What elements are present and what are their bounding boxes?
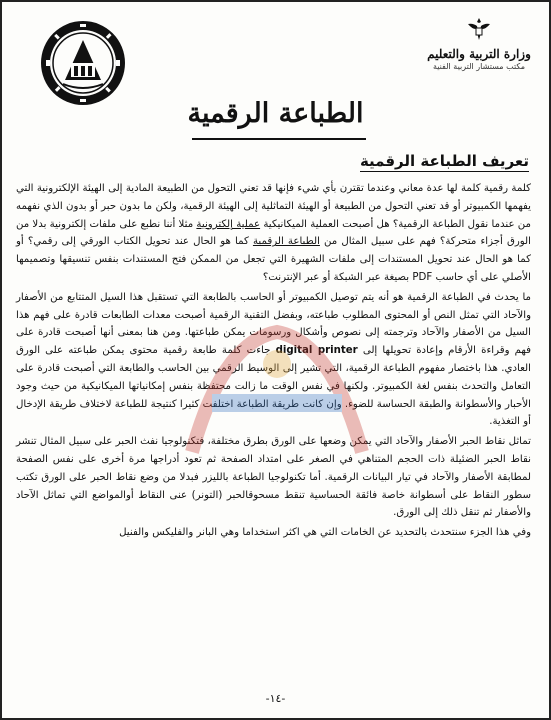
ministry-name: وزارة التربية والتعليم	[427, 47, 531, 61]
underlined-term-digital-printing: الطباعة الرقمية	[252, 236, 320, 248]
latin-term-digital-printer: digital printer	[275, 345, 358, 357]
office-name: مكتب مستشار التربية الفنية	[432, 62, 526, 71]
paragraph-1-text-b: مثلا أننا نطبع على ملفات إلكترونية بدلا من الورق أجزاء متحركة؟ فهم على سبيل المثال من	[15, 218, 531, 248]
section-heading: تعريف الطباعة الرقمية	[359, 152, 529, 170]
paragraph-1	[16, 180, 531, 287]
paragraph-3: تماثل نقاط الحبر الأصفار والآحاد التي يمكن وضعها على الورق بطرق مختلفة، فتكنولوجيا نفث الحبر على سبيل المثال تنشر نقاط الحبر الضئيلة ذات الحجم المتناهي في الصغر على امتداد الصفحة ثم تعود أدراجها مرة أخرى على نفس الصفحة لمطابقة الأصفار والآحاد في تيار البيانات الرقمية. أما تكنولوجيا الطباعة بالليزر فبدلا من وضع نقاط الحبر على الورق تكتب سطور النقاط على أسطوانة خاصة فائقة الحساسية تنقط مسحوقالحبر (التونر) عنى النقاط أوالمواضع التي تماثل الآحاد والأصفار ثم تنقل ذلك إلى الورق.	[16, 436, 531, 519]
paragraph-2	[16, 289, 531, 431]
ministry-header	[423, 16, 535, 86]
office-seal-logo-icon	[38, 18, 128, 108]
paragraph-1-text-c: كما هو الحال عند تحويل الكتاب الورقي إلى رقمي؟ أو كما هو الحال عند تحويل المستندات إلى ملفات الشهيرة التي تجعل من الممكن فتح المستندات بنفس تنسيقها وتصميمها الأصلي على أي حاسب PDF بصيغة عبر الشبكة أو عبر الإنترنت؟	[16, 236, 531, 283]
paragraph-2-text-a: ما يحدث في الطباعة الرقمية هو أنه يتم توصيل الكمبيوتر أو الحاسب بالطابعة التي تستقبل هذا السيل المتتابع من الأصفار والآحاد التي تمثل النص أو المحتوى المطلوب طباعته، وبفضل التقنية الرقمية أصبحت معدات الطابعات قادرة على فهم هذا السيل من الأصفار والآحاد وترجمته إلى نصوص وأشكال ورسومات يمكن طباعتها. ومن هنا بمعنى أنها أصبحت قادرة على فهم وقراءة الأرقام وإعادة تحويلها إلى	[16, 291, 531, 357]
page-number: -١٤-	[265, 692, 286, 705]
paragraph-1-text-a: كلمة رقمية كلمة لها عدة معاني وعندما تقترن بأي شيء فإنها قد تعني التحول من الطبيعة المادية إلى الهيئة الإلكترونية التي يفهمها الكمبيوتر أو قد تعني التحول من الطبيعة أو الهيئة التماثلية إلى الهيئة الرقمية، ولكن ما بدون حبر أو بدون الذي نفهمه من عندما نقول الطباعة الرقمية؟ هل أصبحت العملية الميكانيكية	[16, 183, 531, 230]
page-title: الطباعة الرقمية	[187, 98, 364, 129]
paragraph-2-text-b: جاءت كلمة طابعة رقمية محتوى يمكن طباعته على الورق العادي. هذا باختصار مفهوم الطباعة الرقمية، التي تشير إلى الوسيط الرقمي بين الحاسب والطابعة التي أصبحت قادرة على التعامل والتحدث بنفس لغة الكمبيوتر. ولكنها في نفس الوقت ما زالت محتفظة بنفس إمكانياتها الميكانيكية من حيث وجود الأحبار والأسطوانة والطبقة الحساسة للضوء. وإن كانت طريقة الطباعة اختلفت كثيرا كنتيجة للطباعة لاختلاف طريقة الإدخال أو التغذية.	[16, 345, 531, 428]
underlined-term-electronic-process: عملية إلكترونية	[196, 218, 261, 230]
body-text	[16, 180, 531, 544]
eagle-emblem-icon	[466, 16, 492, 42]
title-underline	[192, 138, 366, 140]
paragraph-4: وفي هذا الجزء سنتحدث بالتحديد عن الخامات التي هي اكثر استخداما وهي البانر والفليكس والفنيل	[119, 527, 531, 539]
